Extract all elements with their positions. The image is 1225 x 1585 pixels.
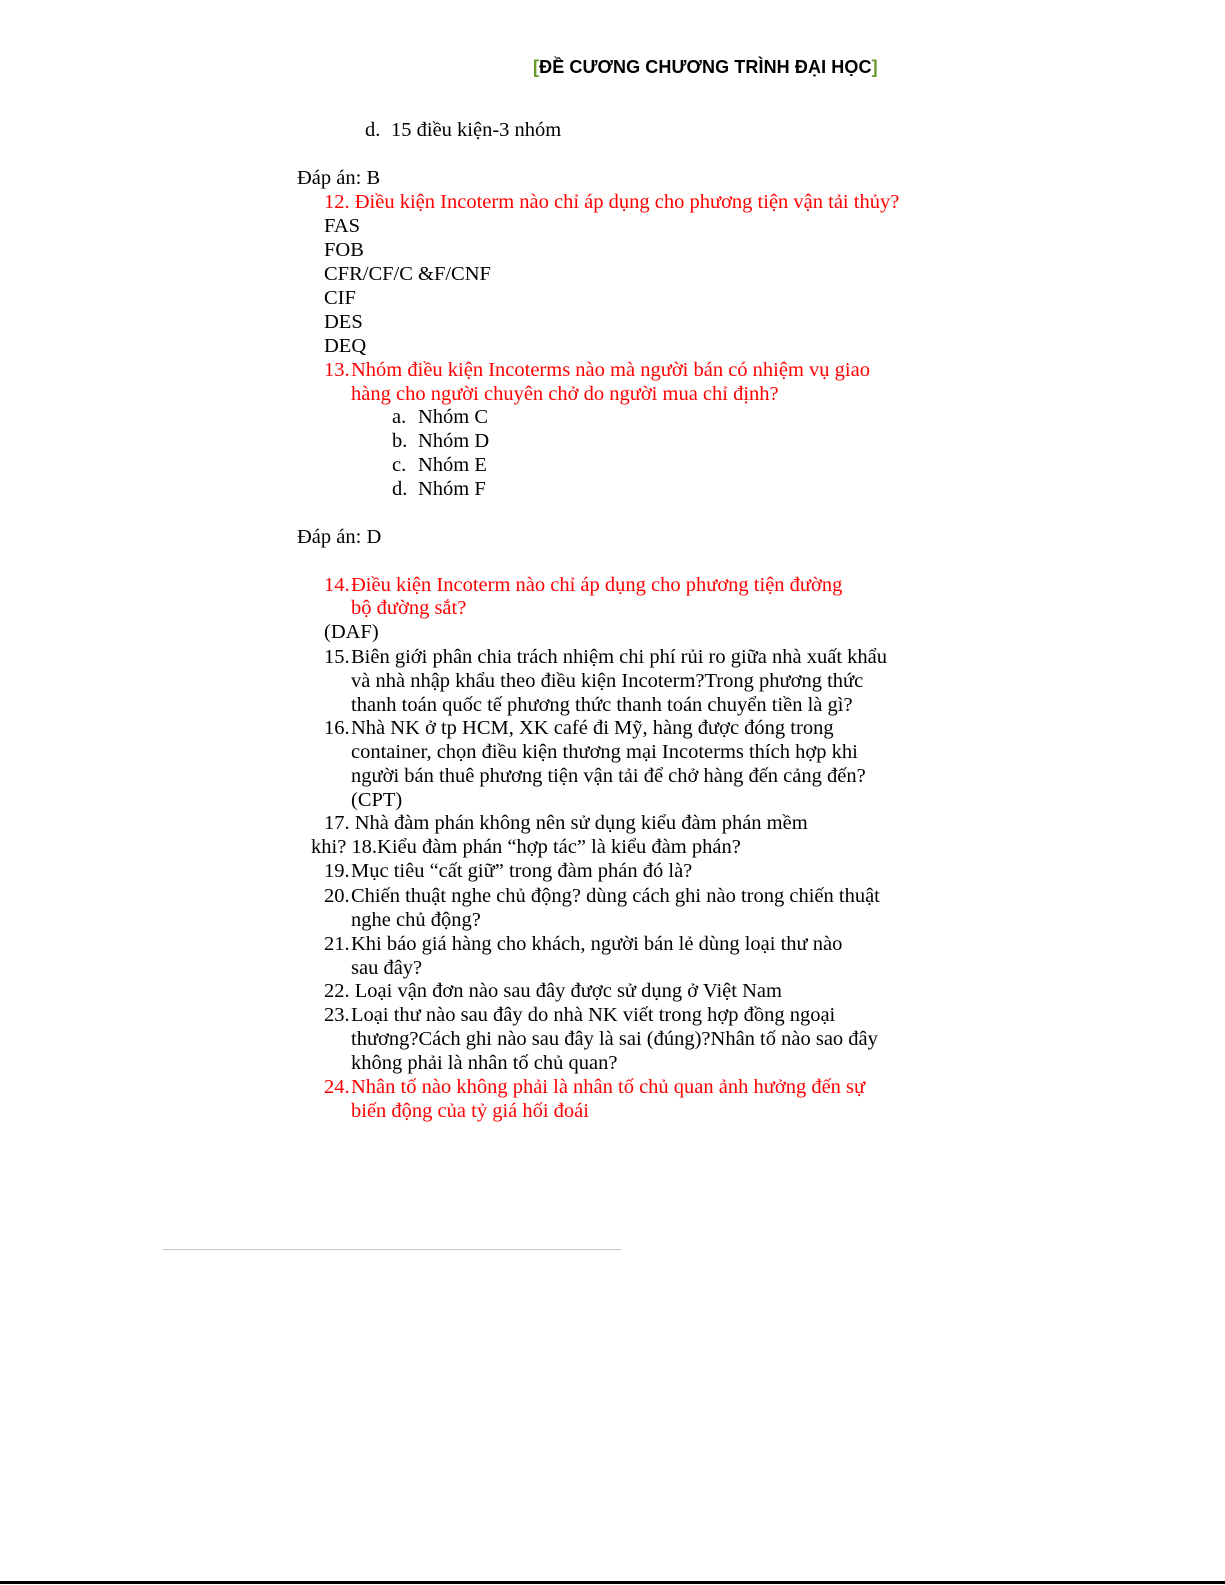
header-open-bracket: [ xyxy=(533,57,540,77)
q13-option-label: a. xyxy=(392,406,407,428)
q21-line2: sau đây? xyxy=(351,957,423,979)
q12-option: DEQ xyxy=(324,335,367,357)
header-title: ĐỀ CƯƠNG CHƯƠNG TRÌNH ĐẠI HỌC xyxy=(539,57,872,77)
q13-number: 13. xyxy=(324,359,350,381)
page-bottom-border xyxy=(0,1581,1225,1584)
q24-line2: biến động của tỷ giá hối đoái xyxy=(351,1100,589,1122)
q11-option-d-label: d. xyxy=(365,119,381,141)
q14-answer: (DAF) xyxy=(324,621,379,643)
q13-line2: hàng cho người chuyên chở do người mua chỉ định? xyxy=(351,383,779,405)
q22-line1: 22. Loại vận đơn nào sau đây được sử dụng ở Việt Nam xyxy=(324,980,782,1002)
q13-option-text: Nhóm C xyxy=(418,406,489,428)
q24-line1: Nhân tố nào không phải là nhân tố chủ quan ảnh hưởng đến sự xyxy=(351,1076,866,1098)
q13-option-label: c. xyxy=(392,454,407,476)
page-header xyxy=(533,57,878,78)
q15-number: 15. xyxy=(324,646,350,668)
q15-line2: và nhà nhập khẩu theo điều kiện Incoterm?Trong phương thức xyxy=(351,670,864,692)
q13-option-label: d. xyxy=(392,478,408,500)
q12-option: FOB xyxy=(324,239,364,261)
q23-line1: Loại thư nào sau đây do nhà NK viết trong hợp đồng ngoại xyxy=(351,1004,836,1026)
q20-line1: Chiến thuật nghe chủ động? dùng cách ghi nào trong chiến thuật xyxy=(351,885,880,907)
q17-line1: 17. Nhà đàm phán không nên sử dụng kiểu đàm phán mềm xyxy=(324,812,808,834)
q12-option: CFR/CF/C &F/CNF xyxy=(324,263,491,285)
q14-line1: Điều kiện Incoterm nào chỉ áp dụng cho phương tiện đường xyxy=(351,574,843,596)
q13-option-text: Nhóm E xyxy=(418,454,487,476)
q13-option-text: Nhóm D xyxy=(418,430,490,452)
q21-line1: Khi báo giá hàng cho khách, người bán lẻ dùng loại thư nào xyxy=(351,933,843,955)
q15-line3: thanh toán quốc tế phương thức thanh toán chuyển tiền là gì? xyxy=(351,694,853,716)
q19-line1: Mục tiêu “cất giữ” trong đàm phán đó là? xyxy=(351,860,693,882)
q14-number: 14. xyxy=(324,574,350,596)
q12-question: 12. Điều kiện Incoterm nào chỉ áp dụng cho phương tiện vận tải thủy? xyxy=(324,191,900,213)
q15-line1: Biên giới phân chia trách nhiệm chi phí rủi ro giữa nhà xuất khẩu xyxy=(351,646,888,668)
q20-number: 20. xyxy=(324,885,350,907)
q23-line2: thương?Cách ghi nào sau đây là sai (đúng)?Nhân tố nào sao đây xyxy=(351,1028,878,1050)
q13-line1: Nhóm điều kiện Incoterms nào mà người bán có nhiệm vụ giao xyxy=(351,359,870,381)
q13-option-label: b. xyxy=(392,430,408,452)
answer-11: Đáp án: B xyxy=(297,167,381,189)
q12-option: DES xyxy=(324,311,363,333)
footnote-separator xyxy=(163,1249,621,1250)
q23-line3: không phải là nhân tố chủ quan? xyxy=(351,1052,618,1074)
header-close-bracket: ] xyxy=(871,57,878,77)
answer-13: Đáp án: D xyxy=(297,526,382,548)
q19-number: 19. xyxy=(324,860,350,882)
q11-option-d-text: 15 điều kiện-3 nhóm xyxy=(391,119,562,141)
q20-line2: nghe chủ động? xyxy=(351,909,481,931)
q21-number: 21. xyxy=(324,933,350,955)
q14-line2: bộ đường sắt? xyxy=(351,597,467,619)
q16-line4: (CPT) xyxy=(351,789,403,811)
q16-line2: container, chọn điều kiện thương mại Incoterms thích hợp khi xyxy=(351,741,858,763)
q16-line3: người bán thuê phương tiện vận tải để chở hàng đến cảng đến? xyxy=(351,765,866,787)
q24-number: 24. xyxy=(324,1076,350,1098)
q12-option: CIF xyxy=(324,287,356,309)
q23-number: 23. xyxy=(324,1004,350,1026)
q17-line2: khi? 18.Kiểu đàm phán “hợp tác” là kiểu đàm phán? xyxy=(311,836,741,858)
q13-option-text: Nhóm F xyxy=(418,478,486,500)
q12-option: FAS xyxy=(324,215,361,237)
q16-number: 16. xyxy=(324,717,350,739)
q16-line1: Nhà NK ở tp HCM, XK café đi Mỹ, hàng được đóng trong xyxy=(351,717,834,739)
